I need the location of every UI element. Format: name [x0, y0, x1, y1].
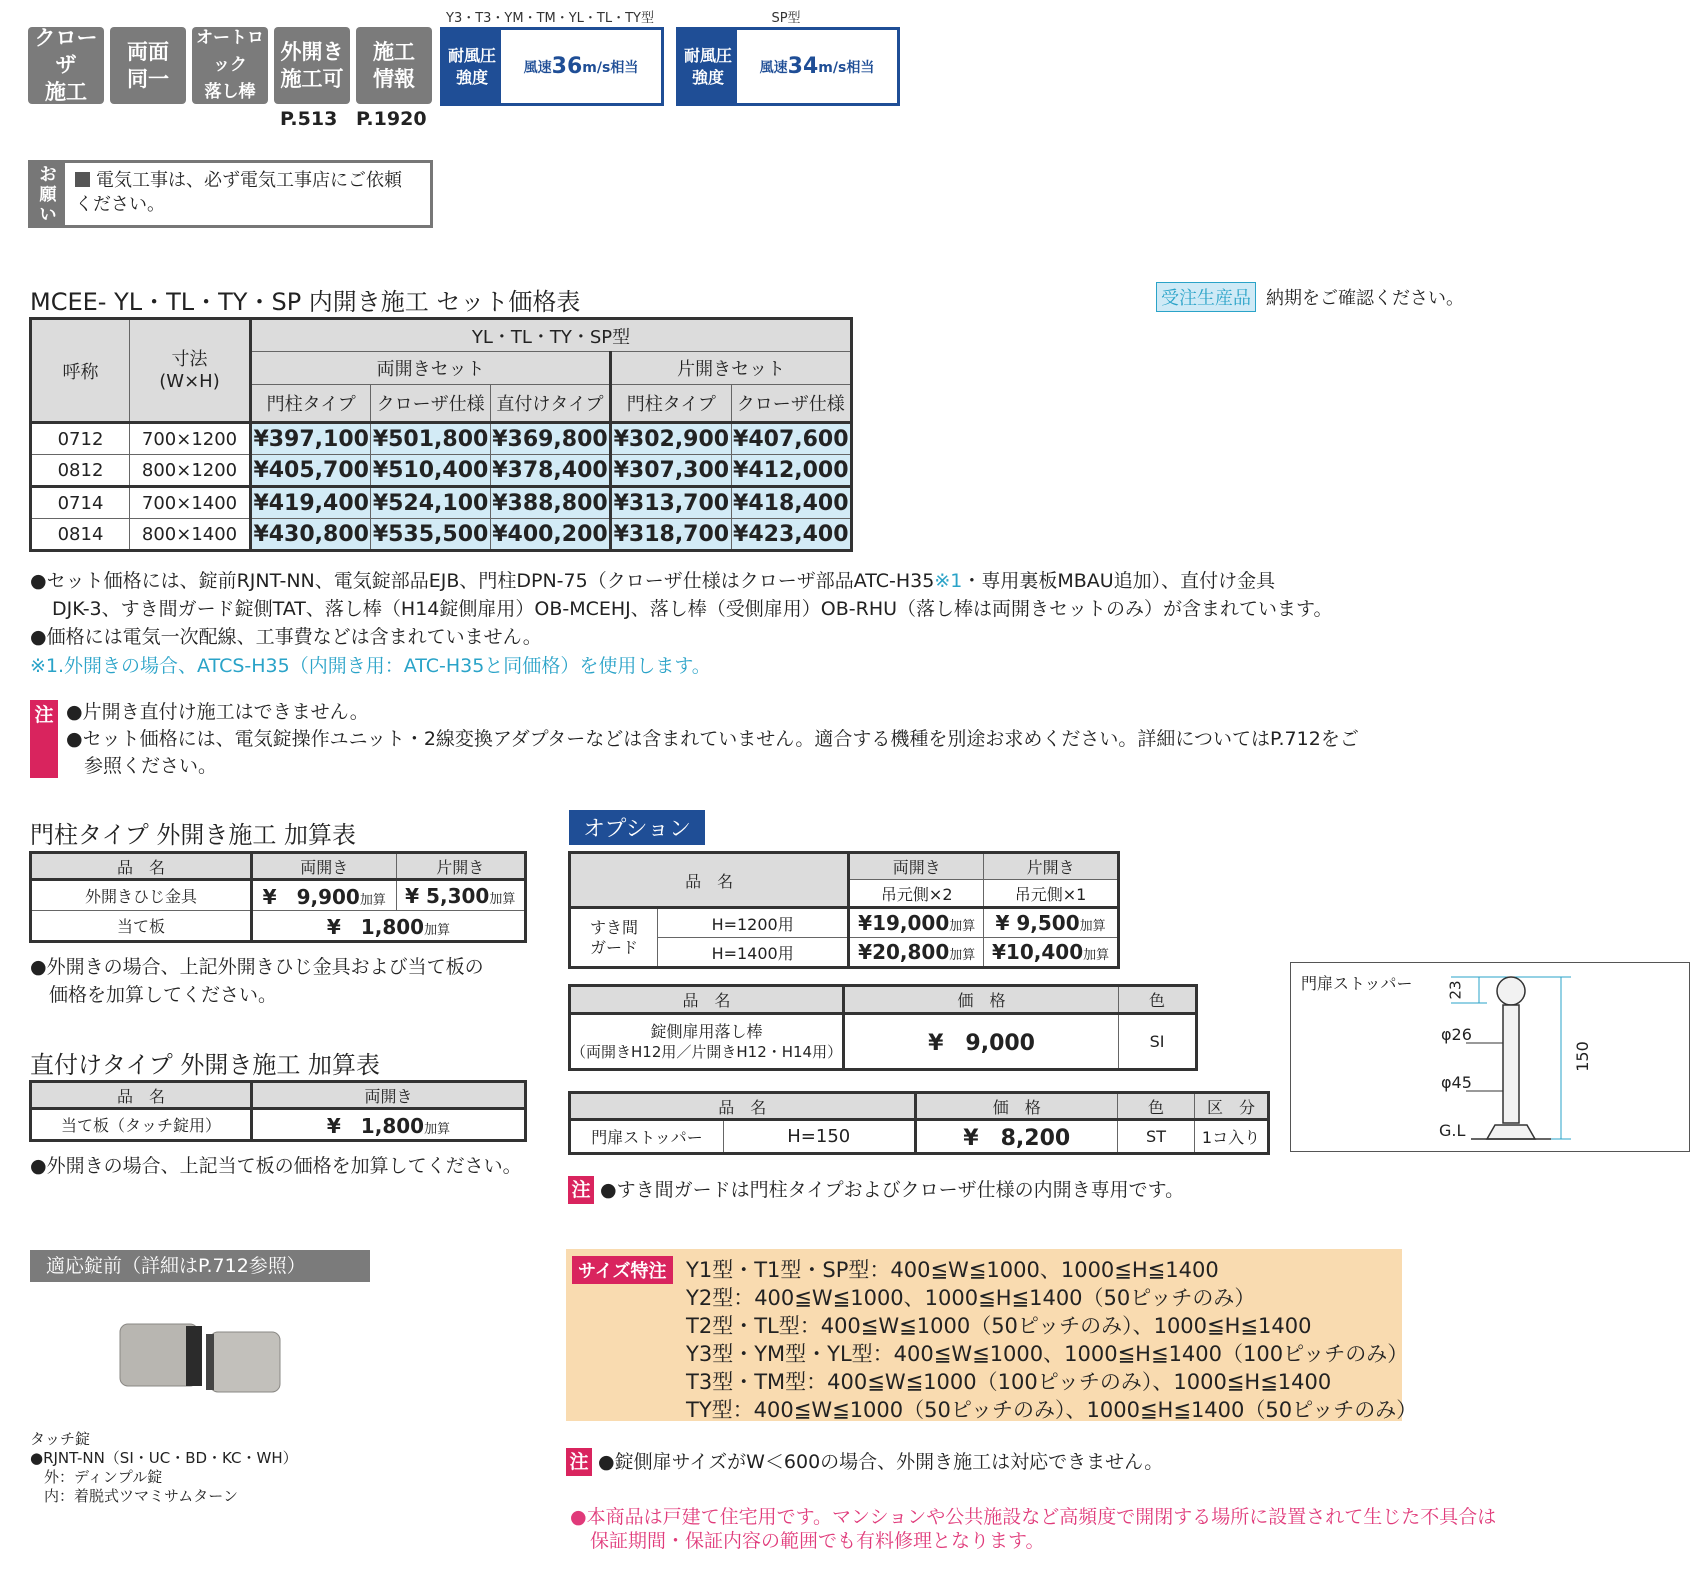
dim-gl: G.L — [1439, 1121, 1466, 1140]
guard-name: すき間 ガード — [570, 908, 658, 968]
wind-prefix: 風速 — [759, 59, 788, 76]
note-text: ●セット価格には、錠前RJNT-NN、電気錠部品EJB、門柱DPN-75（クローザ仕様はクローザ部品ATC-H35 — [30, 570, 935, 592]
rod-h-name: 品 名 — [570, 986, 844, 1014]
jika-row-v1 — [252, 1109, 526, 1141]
h-col-4: 門柱タイプ — [611, 385, 731, 423]
table-row — [31, 911, 526, 942]
guard-h: H=1400用 — [658, 938, 849, 968]
price-cell: ¥430,800 — [251, 519, 371, 551]
caution-label: 注 — [568, 1176, 594, 1204]
size-line-3: T2型・TL型：400≦W≦1000（50ピッチのみ）、1000≦H≦1400 — [686, 1314, 1312, 1338]
badge-closer: クローザ 施工 — [28, 27, 104, 104]
stp-h: H=150 — [724, 1120, 916, 1154]
badge-double-sided: 両面 同一 — [110, 27, 186, 104]
opt-h-single: 片開き — [984, 853, 1119, 880]
kasan-label: 加算 — [359, 893, 386, 908]
rod-name-main: 錠側扉用落し棒 — [650, 1021, 763, 1041]
rod-color: SI — [1119, 1014, 1197, 1070]
row-name: 0812 — [31, 455, 130, 487]
h-col-3: 直付けタイプ — [490, 385, 610, 423]
square-icon — [75, 172, 90, 187]
caution-3: 参照ください。 — [84, 755, 218, 777]
rod-h-price: 価 格 — [844, 986, 1119, 1014]
rod-name-sub: （両開きH12用／片開きH12・H14用） — [571, 1042, 843, 1061]
price-text: ¥ 9,500 — [995, 911, 1080, 935]
size-line-6: TY型：400≦W≦1000（50ピッチのみ）、1000≦H≦1400（50ピッチのみ） — [686, 1398, 1418, 1422]
lock-name: タッチ錠 — [30, 1430, 91, 1448]
price-cell: ¥302,900 — [611, 423, 731, 455]
opt-h-name: 品 名 — [570, 853, 849, 908]
dim-45: φ45 — [1441, 1073, 1472, 1092]
price-cell: ¥400,200 — [490, 519, 610, 551]
table-row — [31, 487, 852, 519]
price-cell: ¥419,400 — [251, 487, 371, 519]
size-tag: サイズ特注 — [572, 1256, 673, 1284]
jika-table — [29, 1080, 527, 1142]
guard-v2 — [984, 938, 1119, 968]
kasan-label: 加算 — [424, 923, 451, 938]
rod-h-color: 色 — [1119, 986, 1197, 1014]
price-text: ¥20,800 — [858, 940, 950, 964]
option-tag: オプション — [569, 810, 705, 845]
lock-line-2: 外：ディンプル錠 — [44, 1468, 163, 1486]
mon-row-v2 — [396, 880, 525, 911]
jika-row-name: 当て板（タッチ錠用） — [31, 1109, 252, 1141]
stopper-diagram — [1290, 962, 1690, 1152]
price-text: ¥ 1,800 — [326, 915, 425, 939]
wind-speed: 36 — [551, 54, 583, 79]
price-cell: ¥307,300 — [611, 455, 731, 487]
mon-h-name: 品 名 — [31, 853, 252, 880]
note-text: ・専用裏板MBAU追加）、直付け金具 — [962, 570, 1276, 592]
caution-1: ●片開き直付け施工はできません。 — [66, 701, 369, 723]
jika-h-name: 品 名 — [31, 1082, 252, 1109]
stp-color: ST — [1118, 1120, 1195, 1154]
guard-h: H=1200用 — [658, 908, 849, 938]
h-single: 片開きセット — [611, 352, 852, 385]
lock-title: 適応錠前（詳細はP.712参照） — [30, 1250, 370, 1282]
jika-title: 直付けタイプ 外開き施工 加算表 — [30, 1051, 381, 1079]
price-text: ¥ 1,800 — [326, 1114, 425, 1138]
price-cell: ¥388,800 — [490, 487, 610, 519]
row-size: 700×1200 — [130, 423, 251, 455]
opt-h-double: 両開き — [849, 853, 984, 880]
row-name: 0814 — [31, 519, 130, 551]
lock-image — [116, 1318, 286, 1408]
lock-line-3: 内：着脱式ツマミサムターン — [44, 1487, 238, 1505]
price-text: ¥ 9,900 — [262, 885, 360, 909]
request-side: お 願 い — [31, 163, 65, 225]
table-row — [31, 880, 526, 911]
stp-price: ¥ 8,200 — [915, 1120, 1118, 1154]
dim-150: 150 — [1572, 1041, 1592, 1072]
stp-h-price: 価 格 — [915, 1093, 1118, 1120]
row-size: 800×1400 — [130, 519, 251, 551]
order-tag: 受注生産品 — [1156, 282, 1256, 312]
table-row — [31, 423, 852, 455]
price-cell: ¥407,600 — [731, 423, 851, 455]
row-name: 0714 — [31, 487, 130, 519]
table-row — [570, 1014, 1197, 1070]
mon-row-name: 当て板 — [31, 911, 252, 942]
stopper-title: 門扉ストッパー — [1301, 974, 1413, 993]
price-cell: ¥418,400 — [731, 487, 851, 519]
price-cell: ¥369,800 — [490, 423, 610, 455]
wind-box-1 — [440, 27, 664, 106]
h-col-1: 門柱タイプ — [251, 385, 371, 423]
h-name: 呼称 — [31, 319, 130, 423]
mon-row-name: 外開きひじ金具 — [31, 880, 252, 911]
table-row — [570, 908, 1119, 938]
wind-unit: m/s相当 — [582, 59, 639, 76]
price-cell: ¥423,400 — [731, 519, 851, 551]
request-text — [65, 163, 412, 225]
main-note-2: DJK-3、すき間ガード錠側TAT、落し棒（H14錠側扉用）OB-MCEHJ、落し棒（受側扉用）OB-RHU（落し棒は両開きセットのみ）が含まれています。 — [52, 598, 1333, 620]
price-text: ¥19,000 — [858, 911, 950, 935]
mon-h-single: 片開き — [396, 853, 525, 880]
wind-speed: 34 — [787, 54, 819, 79]
kasan-label: 加算 — [1083, 948, 1110, 963]
size-line-5: T3型・TM型：400≦W≦1000（100ピッチのみ）、1000≦H≦1400 — [686, 1370, 1332, 1394]
option-rod-table — [568, 984, 1198, 1071]
caution-label: 注 — [566, 1448, 592, 1476]
size-line-2: Y2型：400≦W≦1000、1000≦H≦1400（50ピッチのみ） — [686, 1286, 1256, 1310]
main-note-4: ※1.外開きの場合、ATCS-H35（内開き用：ATC-H35と同価格）を使用します。 — [30, 655, 711, 677]
wind-prefix: 風速 — [523, 59, 552, 76]
mon-table — [29, 851, 527, 943]
mon-note: ●外開きの場合、上記外開きひじ金具および当て板の 価格を加算してください。 — [30, 956, 484, 1006]
price-cell: ¥378,400 — [490, 455, 610, 487]
badge-autolock: オートロック 落し棒 — [192, 27, 268, 104]
wind-value — [501, 30, 661, 103]
kasan-label: 加算 — [949, 919, 976, 934]
footer-line-2: 保証期間・保証内容の範囲でも有料修理となります。 — [590, 1530, 1045, 1552]
dim-23: 23 — [1446, 980, 1465, 1000]
option-stopper-table — [568, 1091, 1270, 1155]
lock-line-1: ●RJNT-NN（SI・UC・BD・KC・WH） — [30, 1449, 298, 1467]
footer-line-1: ●本商品は戸建て住宅用です。マンションや公共施設など高頻度で開閉する場所に設置されて生じた不具合は — [570, 1506, 1497, 1528]
dim-26: φ26 — [1441, 1025, 1472, 1044]
opt-h-sub1: 吊元側×2 — [849, 880, 984, 908]
option-caution — [568, 1176, 1184, 1204]
mon-row-v1 — [252, 911, 526, 942]
h-col-5: クローザ仕様 — [731, 385, 851, 423]
size-line-4: Y3型・YM型・YL型：400≦W≦1000、1000≦H≦1400（100ピッチのみ） — [686, 1342, 1409, 1366]
request-text-body: 電気工事は、必ず電気工事店にご依頼 ください。 — [75, 170, 402, 215]
kasan-label: 加算 — [949, 948, 976, 963]
price-cell: ¥318,700 — [611, 519, 731, 551]
price-cell: ¥405,700 — [251, 455, 371, 487]
wind-value — [737, 30, 897, 103]
h-double: 両開きセット — [251, 352, 611, 385]
mon-h-double: 両開き — [252, 853, 397, 880]
guard-v2 — [984, 908, 1119, 938]
wind-note-1: Y3・T3・YM・TM・YL・TL・TY型 — [446, 11, 654, 26]
kasan-label: 加算 — [424, 1122, 451, 1137]
mon-row-v1 — [252, 880, 397, 911]
kasan-label: 加算 — [1079, 919, 1106, 934]
wind-label: 耐風圧 強度 — [447, 45, 496, 87]
price-cell: ¥524,100 — [371, 487, 490, 519]
stp-h-color: 色 — [1118, 1093, 1195, 1120]
price-cell: ¥412,000 — [731, 455, 851, 487]
row-size: 700×1400 — [130, 487, 251, 519]
note-ref: ※1 — [934, 570, 963, 592]
option-guard-table — [568, 851, 1120, 969]
badge-page-ref-1[interactable]: P.513 — [280, 108, 338, 130]
size-caution — [566, 1448, 1163, 1476]
wind-label: 耐風圧 強度 — [683, 45, 732, 87]
price-cell: ¥510,400 — [371, 455, 490, 487]
stp-h-name: 品 名 — [570, 1093, 916, 1120]
guard-v1 — [849, 908, 984, 938]
price-cell: ¥313,700 — [611, 487, 731, 519]
price-cell: ¥501,800 — [371, 423, 490, 455]
table-row — [570, 1120, 1269, 1154]
row-size: 800×1200 — [130, 455, 251, 487]
rod-price: ¥ 9,000 — [844, 1014, 1119, 1070]
badge-construction: 施工 情報 — [356, 27, 432, 104]
jika-note: ●外開きの場合、上記当て板の価格を加算してください。 — [30, 1155, 522, 1177]
price-text: ¥10,400 — [992, 940, 1084, 964]
main-note-3: ●価格には電気一次配線、工事費などは含まれていません。 — [30, 626, 542, 648]
price-cell: ¥535,500 — [371, 519, 490, 551]
size-line-1: Y1型・T1型・SP型：400≦W≦1000、1000≦H≦1400 — [686, 1258, 1219, 1282]
jika-h-double: 両開き — [252, 1082, 526, 1109]
request-box — [28, 160, 433, 228]
caution-text: ●すき間ガードは門柱タイプおよびクローザ仕様の内開き専用です。 — [600, 1179, 1185, 1201]
opt-h-sub2: 吊元側×1 — [984, 880, 1119, 908]
caution-2: ●セット価格には、電気錠操作ユニット・2線変換アダプターなどは含まれていません。適合する機種を別途お求めください。詳細についてはP.712をご — [66, 728, 1359, 750]
table-row — [31, 1109, 526, 1141]
stp-h-unit: 区 分 — [1195, 1093, 1269, 1120]
rod-name — [570, 1014, 844, 1070]
caution-label: 注 — [34, 704, 54, 726]
main-title: MCEE- YL・TL・TY・SP 内開き施工 セット価格表 — [30, 288, 581, 316]
guard-v1 — [849, 938, 984, 968]
h-size: 寸法 (W×H) — [130, 319, 251, 423]
price-text: ¥ 5,300 — [405, 883, 490, 908]
table-row — [31, 519, 852, 551]
mon-title: 門柱タイプ 外開き施工 加算表 — [30, 821, 357, 849]
wind-box-2 — [676, 27, 900, 106]
main-note-1 — [30, 567, 1275, 595]
stp-name: 門扉ストッパー — [570, 1120, 724, 1154]
stopper-drawing — [1291, 963, 1691, 1153]
stp-unit: 1コ入り — [1195, 1120, 1269, 1154]
order-text: 納期をご確認ください。 — [1266, 288, 1464, 309]
wind-unit: m/s相当 — [818, 59, 875, 76]
h-col-2: クローザ仕様 — [371, 385, 490, 423]
table-row — [31, 455, 852, 487]
price-cell: ¥397,100 — [251, 423, 371, 455]
row-name: 0712 — [31, 423, 130, 455]
wind-note-2: SP型 — [771, 11, 801, 26]
badge-outward: 外開き 施工可 — [274, 27, 350, 104]
caution-text: ●錠側扉サイズがW＜600の場合、外開き施工は対応できません。 — [598, 1451, 1164, 1473]
kasan-label: 加算 — [489, 891, 516, 907]
badge-page-ref-2[interactable]: P.1920 — [356, 108, 427, 130]
main-price-table — [29, 317, 853, 552]
h-group: YL・TL・TY・SP型 — [251, 319, 852, 352]
